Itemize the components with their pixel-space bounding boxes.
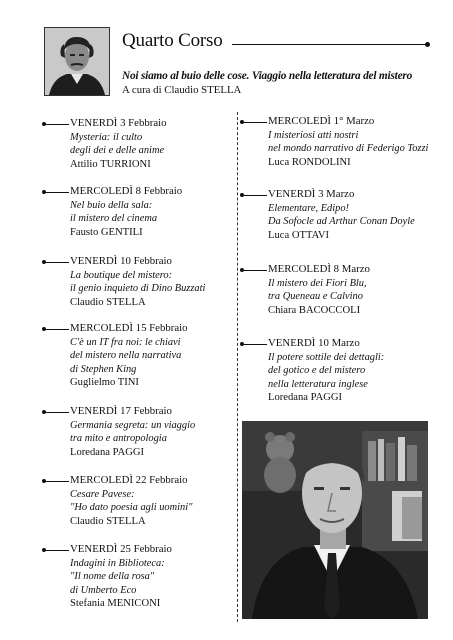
bullet-rule: [242, 195, 267, 196]
event-speaker: Guglielmo TINI: [70, 377, 139, 389]
bullet-rule: [44, 412, 69, 413]
event-item: [70, 185, 182, 239]
bullet-rule: [242, 122, 267, 123]
event-speaker: Claudio STELLA: [70, 296, 146, 308]
course-subtitle: Noi siamo al buio delle cose. Viaggio nella letteratura del mistero: [122, 70, 413, 82]
event-speaker: Claudio STELLA: [70, 515, 146, 527]
event-item: [70, 117, 167, 171]
title-rule: [232, 44, 428, 45]
event-speaker: Luca RONDOLINI: [268, 156, 351, 168]
event-topic: Nel buio della sala:: [70, 199, 153, 211]
event-topic: Cesare Pavese:: [70, 488, 135, 500]
bullet-rule: [44, 550, 69, 551]
event-date: VENERDÌ 10 Marzo: [268, 337, 360, 349]
event-topic: Mysteria: il culto: [70, 131, 143, 143]
event-speaker: Attilio TURRIONI: [70, 158, 151, 170]
event-topic: nel mondo narrativo di Federigo Tozzi: [268, 143, 429, 155]
event-speaker: Loredana PAGGI: [268, 392, 343, 404]
event-topic: tra Queneau e Calvino: [268, 291, 363, 303]
bullet-rule: [44, 192, 69, 193]
bullet-rule: [44, 262, 69, 263]
event-topic: del mistero nella narrativa: [70, 350, 182, 362]
event-date: VENERDÌ 10 Febbraio: [70, 255, 172, 267]
event-topic: Da Sofocle ad Arthur Conan Doyle: [268, 216, 415, 228]
event-item: [268, 115, 428, 169]
event-topic: "Il nome della rosa": [70, 571, 155, 583]
event-topic: Il potere sottile dei dettagli:: [268, 351, 385, 363]
author-portrait: [44, 27, 110, 96]
event-topic: di Umberto Eco: [70, 584, 137, 596]
event-item: [70, 474, 192, 528]
event-date: VENERDÌ 25 Febbraio: [70, 543, 172, 555]
event-date: MERCOLEDÌ 1° Marzo: [268, 115, 375, 127]
event-item: [70, 255, 205, 309]
event-item: [268, 263, 370, 317]
bullet-rule: [242, 344, 267, 345]
event-speaker: Chiara BACOCCOLI: [268, 304, 361, 316]
bullet-rule: [242, 270, 267, 271]
event-date: VENERDÌ 17 Febbraio: [70, 405, 172, 417]
event-date: MERCOLEDÌ 15 Febbraio: [70, 322, 188, 334]
speaker-photo: [242, 421, 428, 619]
event-topic: di Stephen King: [70, 363, 137, 375]
event-topic: nella letteratura inglese: [268, 378, 368, 390]
event-speaker: Stefania MENICONI: [70, 598, 161, 610]
column-divider: [237, 112, 238, 622]
event-item: [268, 188, 415, 242]
bullet-rule: [44, 481, 69, 482]
event-speaker: Fausto GENTILI: [70, 226, 143, 238]
event-item: [268, 337, 384, 405]
event-topic: del gotico e del mistero: [268, 365, 366, 377]
event-topic: I misteriosi atti nostri: [268, 129, 359, 141]
event-speaker: Loredana PAGGI: [70, 446, 145, 458]
event-topic: Germania segreta: un viaggio: [70, 419, 196, 431]
event-date: MERCOLEDÌ 8 Marzo: [268, 263, 370, 275]
event-topic: C'è un IT fra noi: le chiavi: [70, 336, 181, 348]
event-speaker: Luca OTTAVI: [268, 229, 330, 241]
event-item: [70, 405, 195, 459]
event-topic: Il mistero dei Fiori Blu,: [268, 277, 367, 289]
event-item: [70, 543, 172, 611]
event-topic: degli dei e delle anime: [70, 145, 165, 157]
course-title: Quarto Corso: [122, 30, 223, 51]
event-topic: La boutique del mistero:: [70, 269, 173, 281]
event-topic: il mistero del cinema: [70, 213, 158, 225]
event-date: VENERDÌ 3 Marzo: [268, 188, 355, 200]
event-topic: Elementare, Edipo!: [268, 202, 349, 214]
curator: A cura di Claudio STELLA: [122, 84, 242, 96]
event-item: [70, 322, 188, 390]
bullet-rule: [44, 124, 69, 125]
event-topic: "Ho dato poesia agli uomini": [70, 502, 193, 514]
event-topic: il genio inquieto di Dino Buzzati: [70, 283, 206, 295]
event-topic: Indagini in Biblioteca:: [70, 557, 165, 569]
event-date: MERCOLEDÌ 8 Febbraio: [70, 185, 183, 197]
event-date: VENERDÌ 3 Febbraio: [70, 117, 167, 129]
event-date: MERCOLEDÌ 22 Febbraio: [70, 474, 188, 486]
bullet-rule: [44, 329, 69, 330]
event-topic: tra mito e antropologia: [70, 433, 167, 445]
